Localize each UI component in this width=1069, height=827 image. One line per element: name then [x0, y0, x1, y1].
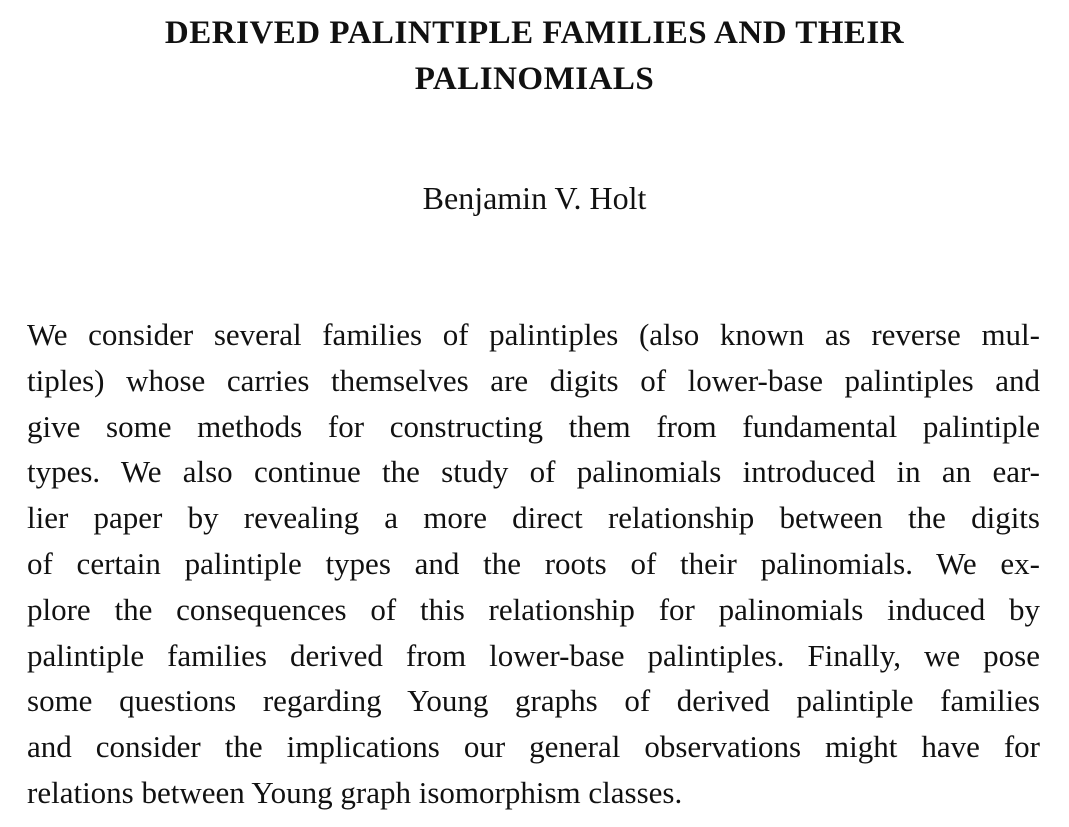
title-line-2: PALINOMIALS	[414, 61, 655, 97]
abstract-line: types. We also continue the study of palinomials introduced in an ear-	[27, 454, 1040, 490]
abstract-line: plore the consequences of this relationship for palinomials induced by	[27, 591, 1040, 627]
abstract	[27, 312, 1040, 816]
title-line-1: DERIVED PALINTIPLE FAMILIES AND THEIR	[164, 15, 905, 51]
author-name: Benjamin V. Holt	[422, 180, 647, 216]
abstract-line: and consider the implications our general observations might have for	[27, 729, 1040, 765]
abstract-line: relations between Young graph isomorphism classes.	[27, 774, 683, 810]
abstract-line: We consider several families of palintiples (also known as reverse mul-	[27, 317, 1040, 352]
abstract-line: palintiple families derived from lower-base palintiples. Finally, we pose	[27, 637, 1040, 673]
abstract-line: tiples) whose carries themselves are digits of lower-base palintiples and	[27, 362, 1040, 398]
abstract-line: of certain palintiple types and the roots of their palinomials. We ex-	[27, 545, 1040, 581]
abstract-line: lier paper by revealing a more direct relationship between the digits	[27, 500, 1040, 536]
abstract-line: some questions regarding Young graphs of derived palintiple families	[27, 683, 1040, 719]
abstract-line: give some methods for constructing them from fundamental palintiple	[27, 408, 1040, 444]
paper-title	[40, 10, 1029, 102]
